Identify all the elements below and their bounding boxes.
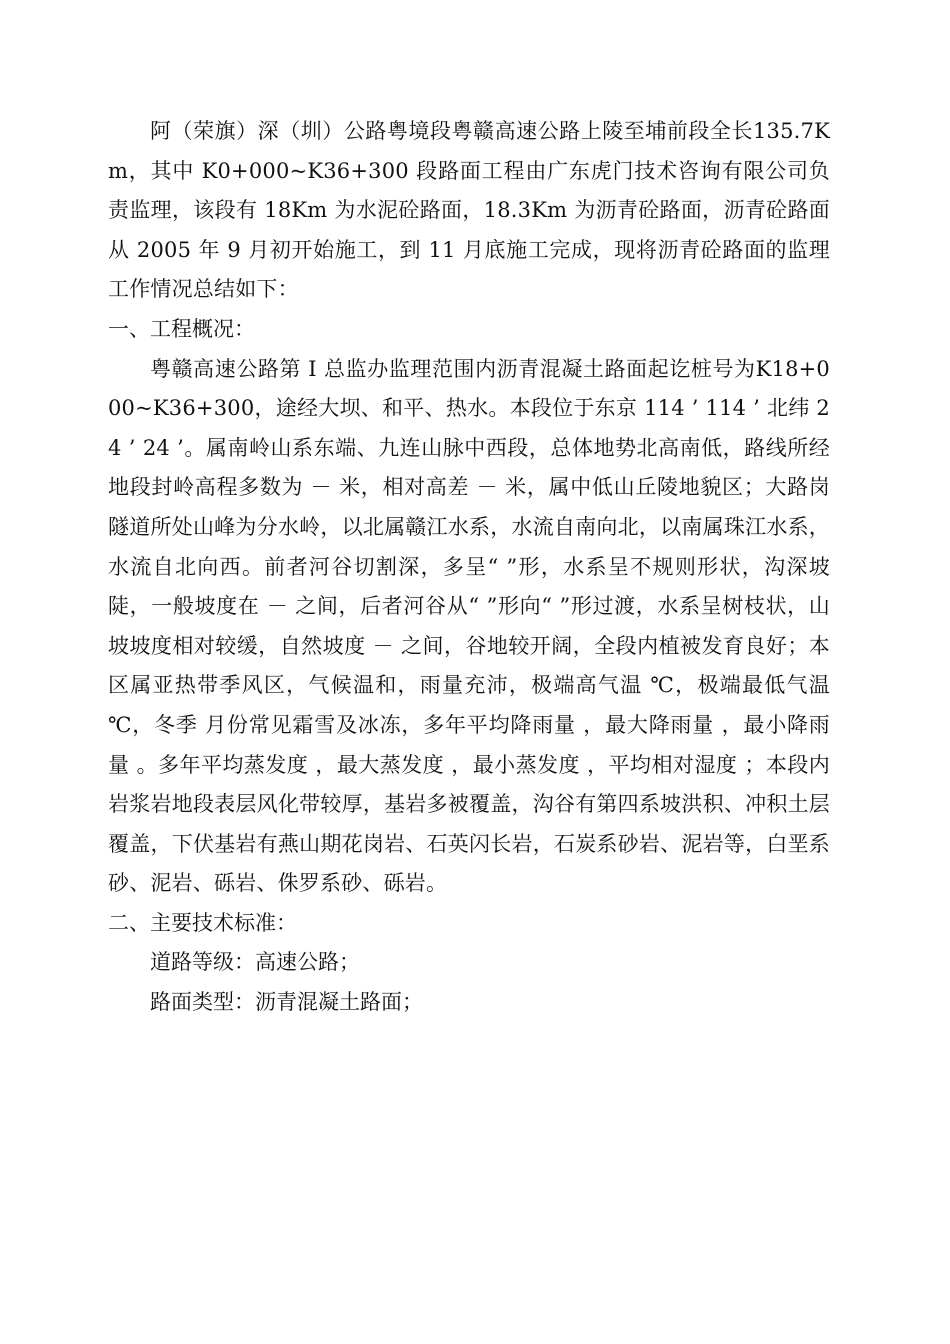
project-overview-paragraph: 粤赣高速公路第 I 总监办监理范围内沥青混凝土路面起讫桩号为K18+000~K36+300，途经大坝、和平、热水。本段位于东京 114 ’ 114 ’ 北纬 24 ’ 24 ’。属南岭山系东端、九连山脉中西段，总体地势北高南低，路线所经地段封岭高程多数为 － 米，相对高差 － 米，属中低山丘陵地貌区；大路岗隧道所处山峰为分水岭，以北属赣江水系，水流自南向北，以南属珠江水系，水流自北向西。前者河谷切割深，多呈“ ”形，水系呈不规则形状，沟深坡陡，一般坡度在 － 之间，后者河谷从“ ”形向“ ”形过渡，水系呈树枝状，山坡坡度相对较缓，自然坡度 － 之间，谷地较开阔，全段内植被发育良好；本区属亚热带季风区，气候温和，雨量充沛，极端高气温 ℃，极端最低气温 ℃，冬季 月份常见霜雪及冰冻，多年平均降雨量 ，最大降雨量 ，最小降雨量 。多年平均蒸发度 ，最大蒸发度 ，最小蒸发度 ，平均相对湿度 ；本段内岩浆岩地段表层风化带较厚，基岩多被覆盖，沟谷有第四系坡洪积、冲积土层覆盖，下伏基岩有燕山期花岗岩、石英闪长岩，石炭系砂岩、泥岩等，白垩系砂、泥岩、砾岩、侏罗系砂、砾岩。 [108,356,830,896]
spec-road-grade: 道路等级：高速公路； [150,950,360,975]
document-body [108,112,830,1023]
section-heading-project-overview: 一、工程概况： [108,316,255,341]
intro-paragraph: 阿（荣旗）深（圳）公路粤境段粤赣高速公路上陵至埔前段全长135.7Km，其中 K0+000~K36+300 段路面工程由广东虎门技术咨询有限公司负责监理，该段有 18Km 为水泥砼路面，18.3Km 为沥青砼路面，沥青砼路面从 2005 年 9 月初开始施工，到 11 月底施工完成，现将沥青砼路面的监理工作情况总结如下： [108,119,830,302]
section-heading-technical-standards: 二、主要技术标准： [108,910,297,935]
spec-pavement-type: 路面类型：沥青混凝土路面； [150,990,423,1015]
